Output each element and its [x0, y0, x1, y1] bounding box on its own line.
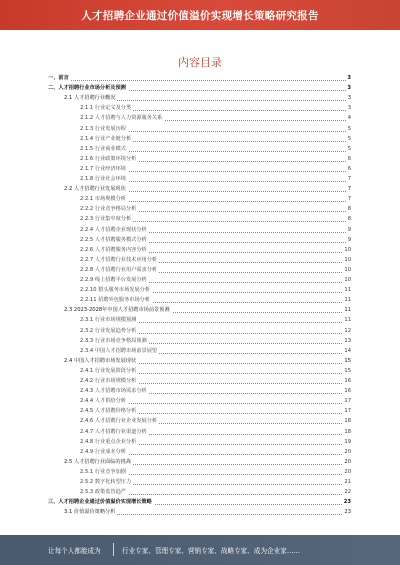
toc-entry-label: 二、人才招聘行业市场分析及预测: [48, 85, 126, 92]
toc-entry[interactable]: [0, 397, 400, 406]
toc-entry[interactable]: [0, 357, 400, 366]
toc-entry-page: 23: [343, 499, 351, 506]
toc-entry[interactable]: [0, 337, 400, 346]
toc-entry[interactable]: [0, 448, 400, 457]
toc-entry-label: 2.1.1 行业定义及分类: [80, 105, 132, 112]
toc-entry[interactable]: [0, 387, 400, 396]
toc-entry-label: 三、人才招聘企业通过价值溢价实现增长策略: [48, 499, 152, 506]
toc-entry[interactable]: [0, 458, 400, 467]
toc-entry[interactable]: [0, 94, 400, 103]
toc-entry-label: 2.2.11 招聘外包服务市场分析: [80, 297, 151, 304]
toc-entry-page: 5: [347, 135, 351, 142]
toc-entry-label: 3.1 价值溢价策略分析: [64, 509, 116, 516]
toc-entry[interactable]: [0, 276, 400, 285]
toc-entry-page: 17: [344, 398, 351, 405]
toc-entry-label: 2.4.8 行业重点企业分析: [80, 438, 137, 445]
toc-entry[interactable]: [0, 367, 400, 376]
toc-entry-label: 2.2.7 人才招聘行业技术应用分析: [80, 256, 158, 263]
toc-entry-label: 2.1 人才招聘行业概况: [64, 95, 116, 102]
toc-entry-label: 2.5.1 行业竞争加剧: [80, 468, 126, 475]
toc-entry-page: 10: [344, 246, 351, 253]
header-bar: [0, 0, 400, 30]
toc-entry[interactable]: [0, 428, 400, 437]
toc-entry[interactable]: [0, 135, 400, 144]
toc-entry[interactable]: [0, 316, 400, 325]
toc-entry-label: 2.2.8 人才招聘行业用户需求分析: [80, 266, 158, 273]
toc-entry-page: 10: [344, 266, 351, 273]
toc-leader-dots: [48, 80, 348, 81]
toc-entry-label: 2.3.2 行业发展趋势分析: [80, 327, 137, 334]
toc-entry-page: 19: [344, 438, 351, 445]
toc-entry[interactable]: [0, 256, 400, 265]
footer-roles: 行业专家、管理专家、营销专家、战略专家、成为企业家……: [122, 547, 301, 555]
toc-entry-label: 2.2.3 行业集中度分析: [80, 216, 132, 223]
toc-entry[interactable]: [0, 377, 400, 386]
toc-entry-page: 20: [344, 458, 351, 465]
toc-entry-page: 3: [347, 95, 351, 102]
toc-entry[interactable]: [0, 74, 400, 83]
toc-entry-label: 2.4.4 人才供给分析: [80, 398, 126, 405]
toc-entry-page: 11: [344, 287, 351, 294]
toc-entry-page: 7: [347, 176, 351, 182]
toc-entry-label: 2.2.10 猎头服务市场发展分析: [80, 287, 151, 294]
toc-entry-label: 2.5.2 数字化转型压力: [80, 479, 132, 485]
toc-entry[interactable]: [0, 175, 400, 184]
toc-entry-page: 18: [344, 428, 351, 435]
toc-entry-label: 2.2.6 人才招聘服务内容分析: [80, 246, 147, 253]
toc-entry-page: 8: [347, 206, 351, 213]
toc-entry-page: 5: [347, 145, 351, 152]
toc-entry-page: 5: [347, 125, 351, 132]
toc-entry-label: 2.1.5 行业商业模式: [80, 145, 126, 152]
toc-entry-page: 9: [347, 226, 351, 233]
toc-entry[interactable]: [0, 165, 400, 174]
toc-entry-page: 15: [344, 367, 351, 374]
toc-entry-label: 2.3.3 行业市场竞争格局预测: [80, 337, 147, 344]
toc-entry-page: 6: [347, 155, 351, 162]
toc-entry-page: 8: [347, 216, 351, 223]
toc-entry-page: 12: [344, 327, 351, 334]
toc-entry-label: 2.4.7 人才招聘行业渠道分析: [80, 428, 147, 435]
toc-entry[interactable]: [0, 125, 400, 134]
toc-entry[interactable]: [0, 306, 400, 315]
table-of-contents: [0, 74, 400, 524]
toc-entry-label: 2.2.1 市场规模分析: [80, 196, 126, 203]
toc-entry-page: 18: [344, 418, 351, 425]
toc-entry-label: 2.4.6 人才招聘行业企业发展分析: [80, 418, 158, 425]
toc-entry[interactable]: [0, 468, 400, 477]
toc-entry-label: 2.1.7 行业经济环境: [80, 165, 126, 172]
toc-entry-page: 22: [344, 489, 351, 496]
toc-entry-page: 10: [344, 277, 351, 283]
toc-entry-label: 2.5.3 政策监管趋严: [80, 489, 126, 496]
toc-entry[interactable]: [0, 195, 400, 204]
toc-entry[interactable]: [0, 327, 400, 336]
toc-entry[interactable]: [0, 104, 400, 113]
toc-entry-label: 2.3.4 中国人才招聘市场前景展望: [80, 347, 158, 354]
toc-entry[interactable]: [0, 498, 400, 507]
toc-entry[interactable]: [0, 84, 400, 93]
toc-entry[interactable]: [0, 407, 400, 416]
toc-entry-page: 21: [344, 479, 351, 485]
toc-entry[interactable]: [0, 296, 400, 305]
toc-entry-label: 2.1.6 行业政策环境分析: [80, 155, 137, 162]
toc-entry-page: 16: [344, 388, 351, 395]
toc-entry-page: 3: [347, 85, 351, 92]
toc-entry-label: 一、前言: [48, 75, 69, 81]
toc-entry[interactable]: [0, 266, 400, 275]
toc-entry-label: 2.4.2 行业市场规模分析: [80, 378, 137, 384]
toc-entry-label: 2.4 中国人才招聘市场发展现状: [64, 357, 137, 364]
toc-entry-label: 2.4.3 人才招聘市场需求分析: [80, 388, 147, 395]
toc-entry[interactable]: [0, 286, 400, 295]
toc-entry[interactable]: [0, 215, 400, 224]
toc-entry[interactable]: [0, 226, 400, 235]
toc-entry[interactable]: [0, 438, 400, 447]
toc-entry-page: 20: [344, 468, 351, 475]
toc-entry-page: 15: [344, 357, 351, 364]
toc-entry-label: 2.2.2 行业竞争格局分析: [80, 206, 137, 213]
toc-entry-label: 2.3.1 行业市场规模预测: [80, 317, 137, 324]
toc-entry-page: 14: [344, 347, 351, 354]
toc-entry-label: 2.4.9 行业成本分析: [80, 448, 126, 455]
toc-entry-label: 2.1.4 行业产业链分析: [80, 135, 132, 142]
toc-entry[interactable]: [0, 185, 400, 194]
toc-entry-page: 13: [344, 337, 351, 344]
toc-entry-label: 2.4.5 人才招聘价格分析: [80, 408, 137, 415]
toc-title: 内容目录: [178, 56, 222, 69]
footer-slogan: 让每个人都能成为: [48, 547, 101, 555]
toc-entry-page: 11: [344, 307, 351, 314]
toc-entry[interactable]: [0, 114, 400, 123]
toc-entry-page: 6: [347, 165, 351, 172]
footer-bar: [0, 535, 400, 565]
toc-entry-page: 7: [347, 186, 351, 193]
toc-entry[interactable]: [0, 145, 400, 154]
toc-entry[interactable]: [0, 417, 400, 426]
toc-entry-page: 3: [347, 105, 351, 112]
toc-entry-label: 2.1.2 人才招聘与人力资源服务关系: [80, 115, 163, 122]
footer-divider: [113, 543, 114, 556]
toc-entry[interactable]: [0, 155, 400, 164]
toc-entry-page: 23: [344, 509, 351, 516]
toc-entry-label: 2.2.5 人才招聘服务模式分析: [80, 236, 147, 243]
toc-entry-page: 9: [347, 236, 351, 243]
toc-entry-label: 2.1.3 行业发展历程: [80, 125, 126, 132]
toc-entry-label: 2.2 人才招聘行业发展现状: [64, 186, 126, 193]
toc-entry-page: 16: [344, 378, 351, 384]
toc-entry[interactable]: [0, 508, 400, 517]
toc-entry[interactable]: [0, 236, 400, 245]
toc-entry-label: 2.1.8 行业社会环境: [80, 176, 126, 182]
toc-entry[interactable]: [0, 347, 400, 356]
toc-entry-page: 7: [347, 196, 351, 203]
toc-entry-label: 2.2.9 线上招聘平台发展分析: [80, 277, 147, 283]
toc-entry-page: 4: [347, 115, 351, 122]
toc-entry-page: 10: [344, 256, 351, 263]
toc-entry[interactable]: [0, 205, 400, 214]
toc-entry-page: 11: [344, 297, 351, 304]
toc-entry-label: 2.3 2023-2028年中国人才招聘市场前景预测: [64, 307, 170, 314]
toc-entry-page: 11: [344, 317, 351, 324]
toc-entry[interactable]: [0, 478, 400, 487]
toc-entry-page: 17: [344, 408, 351, 415]
report-title: 人才招聘企业通过价值溢价实现增长策略研究报告: [81, 10, 319, 22]
toc-entry-page: 20: [344, 448, 351, 455]
toc-entry[interactable]: [0, 488, 400, 497]
toc-entry-label: 2.5 人才招聘行业面临的挑战: [64, 458, 131, 465]
toc-entry[interactable]: [0, 246, 400, 255]
toc-entry-page: 3: [347, 75, 351, 81]
toc-entry-label: 2.4.1 行业发展阶段分析: [80, 367, 137, 374]
toc-entry-label: 2.2.4 人才招聘企业现状分析: [80, 226, 147, 233]
